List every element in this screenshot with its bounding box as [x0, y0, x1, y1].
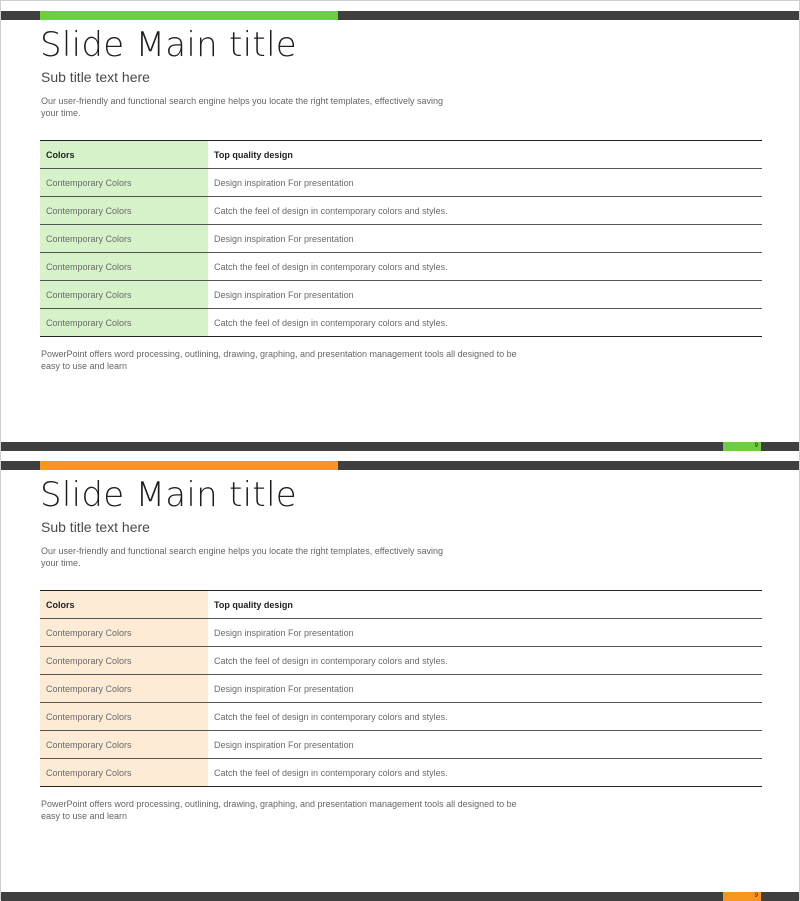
- top-bar: [1, 11, 799, 20]
- slide-note: PowerPoint offers word processing, outlining, drawing, graphing, and presentation management tools all designed to be easy to use and learn: [41, 799, 517, 821]
- table-row: [40, 675, 762, 703]
- slide-title: Slide Main title: [40, 25, 298, 65]
- table-row: [40, 619, 762, 647]
- table-cell: Design inspiration For presentation: [208, 675, 762, 703]
- slide-subtitle: Sub title text here: [41, 519, 150, 535]
- table-row: [40, 281, 762, 309]
- table-row: [40, 225, 762, 253]
- table-row: [40, 309, 762, 337]
- top-accent-bar: [40, 11, 338, 20]
- table-cell: Catch the feel of design in contemporary colors and styles.: [208, 253, 762, 281]
- data-table: [40, 590, 762, 787]
- page-number: 9: [723, 892, 761, 901]
- header-colors: Colors: [40, 591, 208, 619]
- table-row: [40, 703, 762, 731]
- slide-2[interactable]: [1, 461, 799, 901]
- table-cell: Catch the feel of design in contemporary colors and styles.: [208, 309, 762, 337]
- table-cell: Design inspiration For presentation: [208, 225, 762, 253]
- table-cell: Catch the feel of design in contemporary colors and styles.: [208, 647, 762, 675]
- table-row: [40, 197, 762, 225]
- table-cell: Catch the feel of design in contemporary colors and styles.: [208, 759, 762, 787]
- top-accent-bar: [40, 461, 338, 470]
- table-row: [40, 169, 762, 197]
- table-cell: Contemporary Colors: [40, 619, 208, 647]
- data-table: [40, 140, 762, 337]
- slide-note: PowerPoint offers word processing, outlining, drawing, graphing, and presentation management tools all designed to be easy to use and learn: [41, 349, 517, 371]
- page-number: 9: [723, 442, 761, 451]
- slide-subtitle: Sub title text here: [41, 69, 150, 85]
- table-cell: Contemporary Colors: [40, 675, 208, 703]
- table-row: [40, 253, 762, 281]
- slide-1[interactable]: [1, 11, 799, 451]
- table-cell: Contemporary Colors: [40, 309, 208, 337]
- table-cell: Design inspiration For presentation: [208, 731, 762, 759]
- table-cell: Design inspiration For presentation: [208, 619, 762, 647]
- table-cell: Contemporary Colors: [40, 169, 208, 197]
- table-cell: Design inspiration For presentation: [208, 281, 762, 309]
- table-cell: Contemporary Colors: [40, 731, 208, 759]
- table-cell: Catch the feel of design in contemporary colors and styles.: [208, 197, 762, 225]
- table-row: [40, 731, 762, 759]
- table-row: [40, 759, 762, 787]
- top-bar: [1, 461, 799, 470]
- table-cell: Contemporary Colors: [40, 225, 208, 253]
- slide-title: Slide Main title: [40, 475, 298, 515]
- table-cell: Contemporary Colors: [40, 281, 208, 309]
- header-colors: Colors: [40, 141, 208, 169]
- table-cell: Design inspiration For presentation: [208, 169, 762, 197]
- table-cell: Contemporary Colors: [40, 253, 208, 281]
- table-cell: Contemporary Colors: [40, 197, 208, 225]
- table-cell: Contemporary Colors: [40, 703, 208, 731]
- table-cell: Contemporary Colors: [40, 647, 208, 675]
- table-cell: Catch the feel of design in contemporary colors and styles.: [208, 703, 762, 731]
- bottom-bar: [1, 442, 799, 451]
- table-header-row: [40, 591, 762, 619]
- slide-description: Our user-friendly and functional search engine helps you locate the right templates, effectively saving your time.: [41, 96, 444, 118]
- table-cell: Contemporary Colors: [40, 759, 208, 787]
- table-row: [40, 647, 762, 675]
- slide-description: Our user-friendly and functional search engine helps you locate the right templates, effectively saving your time.: [41, 546, 444, 568]
- header-top-quality-design: Top quality design: [208, 591, 762, 619]
- header-top-quality-design: Top quality design: [208, 141, 762, 169]
- table-header-row: [40, 141, 762, 169]
